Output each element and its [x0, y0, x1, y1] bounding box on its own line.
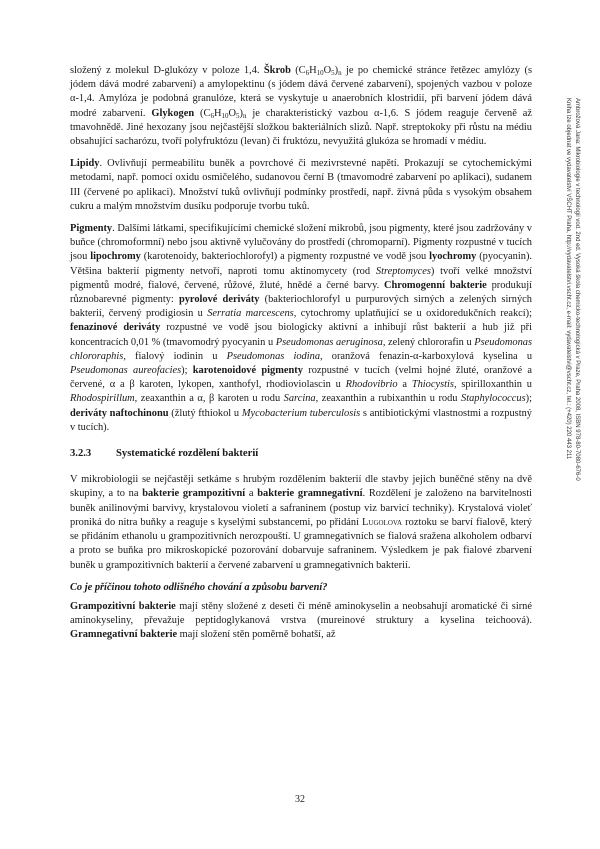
side-citation-note: [545, 98, 581, 638]
paragraph-pigmenty: Pigmenty. Dalšími látkami, specifikujícími chemické složení mikrobů, jsou pigmenty, které jsou zadržovány v buňce (chromoformní) nebo jsou aktivně vylučovány do prostředí (chromoparní). Pigmenty rozpustné v tucích jsou lipochromy (karotenoidy, bakteriochlorofyl) a pigmenty rozpustné ve vodě jsou lyochromy (pyocyanin). Většina bakterií pigmenty netvoří, naproti tomu aktinomycety (rod Streptomyces) tvoří velké množství pigmentů modré, fialové, červené, růžové, žluté, hnědé a černé barvy. Chromogenní bakterie produkují různobarevné pigmenty: pyrolové deriváty (bakteriochlorofyl u purpurových sirných a zelených sirných bakterií, červený prodigiosin u Serratia marcescens, cytochromy uplatňující se u oxidoredukčních reakcí); fenazinové deriváty rozpustné ve vodě jsou biologicky aktivní a inhibují růst bakterií a hub již při koncentracích 0,01 % (tmavomodrý pyocyanin u Pseudomonas aeruginosa, zelený chlororafin u Pseudomonas chlororaphis, fialový iodinin u Pseudomonas iodina, oranžová fenazin-α-karboxylová kyselina u Pseudomonas aureofacies); karotenoidové pigmenty rozpustné v tucích (velmi hojné žluté, oranžové a červené, α a β karoten, lykopen, xanthofyl, rhodioviolascin u Rhodovibrio a Thiocystis, spirilloxanthin u Rhodospirillum, zeaxanthin a α, β karoten u rodu Sarcina, zeaxanthin a rubixanthin u rodu Staphylococcus); deriváty naftochinonu (žlutý fthiokol u Mycobacterium tuberculosis s antibiotickými vlastnostmi a rozpustný v tucích).: [70, 223, 533, 433]
term-lipidy: Lipidy: [70, 158, 100, 170]
side-citation-line-2: Kniha lze objednat ve vydavatelství VŠCHT Praha, http://vydavatelstvi.vscht.cz, e-mail: vydavatelstvi@vscht.cz, tel.: (+420) 220 443 211: [565, 98, 571, 460]
term-pigmenty: Pigmenty: [70, 223, 113, 235]
section-title: Systematické rozdělení bakterií: [116, 448, 259, 460]
section-heading: [70, 447, 532, 461]
term-glykogen: Glykogen: [151, 107, 195, 119]
section-number: 3.2.3: [70, 448, 92, 460]
paragraph-lipidy: Lipidy. Ovlivňují permeabilitu buněk a povrchové či mezivrstevné napětí. Prokazují se cytochemickými metodami, např. pomocí oxidu osmičelého, sudanovou černí B (tmavomodré zabarvení po aplikaci), sudanem III (červené po aplikaci). Množství tuků ovlivňují podmínky prostředí, např. živná půda s vysokým obsahem cukru a malým množstvím dusíku podporuje tvorbu tuků.: [70, 158, 532, 212]
paragraph-systematika: V mikrobiologii se nejčastěji setkáme s hrubým rozdělením bakterií dle stavby jejich buněčné stěny na dvě skupiny, a to na bakterie grampozitivní a bakterie gramnegativní. Rozdělení je založeno na barvitelnosti buněk anilinovými barvivy, krystalovou violetí a safraninem (postup viz barvicí techniky). Krystalová violeť proniká do nitra buňky a reaguje s kyselými substancemi, po přidání Lugolova roztoku se barví fialově, který se přidáním ethanolu u grampozitivních nerozpouští. U gramnegativních se fialová sražena alkoholem odbarví a proto se buňka pro mikroskopické pozorování dobarvuje safraninem. Výsledkem je pak fialové zbarvení buněk u grampozitivních bakterií a červené zabarvení u gramnegativních bakterií.: [70, 474, 533, 571]
term-skrob: Škrob: [263, 65, 291, 76]
side-citation-line-1: Ambrožová Jana: Mikrobiologie v technologii vod. 2nd ed. Vysoká škola chemicko-technologická v Praze, Praha 2008, ISBN 978-80-7080-676-0: [574, 98, 580, 481]
paragraph-polysaccharides: složený z molekul D-glukózy v poloze 1,4. Škrob $(C_6H_{10}O_5)_n$ je po chemické stránce řetězec amylózy (s jódem dává modré zabarvení) a amylopektinu (s jódem dává červené zabarvení), spojených vazbou v poloze α-1,4. Amylóza je podobná granulóze, která se vyskytuje u anaerobních klostridií, při barvení jódem dává modré zabarvení. Glykogen $(C_6H_{10}O_5)_n$ je charakteristický vazbou α-1,6. S jódem reaguje červeně až tmavohnědě. Jiné hexozany jsou nejčastější složkou bakteriálních slizů. Např. streptokoky při růstu na médiu obsahující sacharózu, tvoří polyfruktózu (levan) či fruktózu, nevyužitá glukóza se hromadí v médiu.: [70, 65, 532, 148]
paragraph-answer: Grampozitivní bakterie mají stěny složené z deseti či méně aminokyselin a neobsahují aromatické či sirné aminokyseliny, převažuje peptidoglykanová vrstva (mureinové struktury a kyselina teichoová). Gramnegativní bakterie mají složení stěn poměrně bohatší, až: [70, 600, 532, 641]
page-body: [70, 64, 532, 645]
question-heading: Co je příčinou tohoto odlišného chování a způsobu barvení?: [70, 581, 328, 593]
page-number: 32: [295, 794, 305, 805]
